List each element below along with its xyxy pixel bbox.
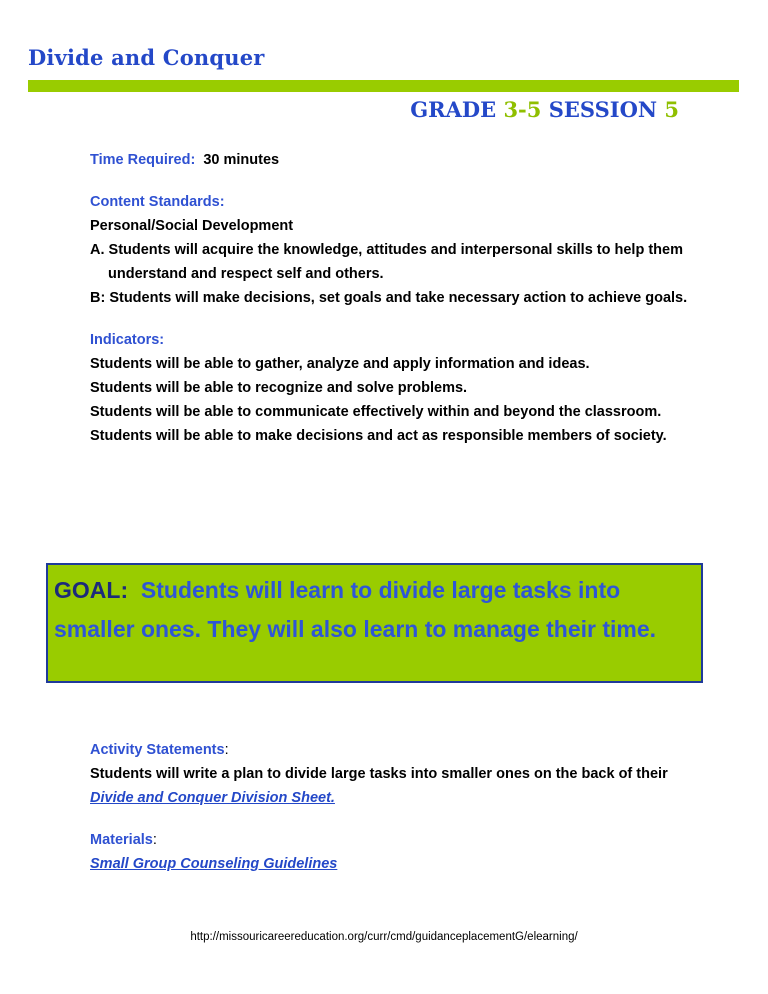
content-standards-area: Personal/Social Development bbox=[90, 218, 294, 234]
page-title: Divide and Conquer bbox=[28, 45, 265, 70]
time-required-value: 30 minutes bbox=[203, 152, 280, 168]
grade-session-heading bbox=[410, 97, 679, 122]
time-required bbox=[90, 148, 690, 172]
counseling-guidelines-link[interactable]: Small Group Counseling Guidelines bbox=[90, 856, 338, 872]
time-required-label: Time Required: bbox=[90, 152, 196, 168]
goal-label: GOAL: bbox=[54, 577, 129, 603]
footer-url: http://missouricareereducation.org/curr/cmd/guidanceplacementG/elearning/ bbox=[190, 931, 578, 943]
activity-statement bbox=[90, 762, 690, 810]
lesson-details bbox=[90, 148, 690, 448]
indicators-heading: Indicators: bbox=[90, 332, 165, 348]
division-sheet-link[interactable]: Divide and Conquer Division Sheet. bbox=[90, 790, 335, 806]
header-divider-bar bbox=[28, 80, 739, 92]
indicator-item: Students will be able to communicate effectively within and beyond the classroom. bbox=[90, 404, 662, 420]
indicator-item: Students will be able to recognize and solve problems. bbox=[90, 380, 468, 396]
goal-box bbox=[46, 563, 703, 683]
indicator-item: Students will be able to make decisions and act as responsible members of society. bbox=[90, 428, 667, 444]
grade-prefix: GRADE bbox=[410, 97, 504, 122]
content-standards-heading: Content Standards: bbox=[90, 194, 225, 210]
activity-section: Activity Statements: Students will write a plan to divide large tasks into smaller ones on the back of their Divide and Conquer Division Sheet. Materials: Small Group Counseling Guidelines bbox=[90, 738, 690, 876]
session-number: 5 bbox=[664, 97, 679, 122]
standard-item-b: B: Students will make decisions, set goals and take necessary action to achieve goals. bbox=[90, 290, 688, 306]
activity-statement-text: Students will write a plan to divide large tasks into smaller ones on the back of their bbox=[90, 766, 668, 782]
goal-text: Students will learn to divide large tasks into smaller ones. They will also learn to manage their time. bbox=[54, 577, 657, 642]
session-label: SESSION bbox=[541, 97, 665, 122]
grade-range: 3-5 bbox=[503, 97, 542, 122]
materials-heading: Materials bbox=[90, 832, 153, 848]
indicator-item: Students will be able to gather, analyze and apply information and ideas. bbox=[90, 356, 590, 372]
standard-item-a: A. Students will acquire the knowledge, attitudes and interpersonal skills to help them understand and respect self and others. bbox=[90, 242, 683, 282]
activity-statements-heading: Activity Statements bbox=[90, 742, 225, 758]
